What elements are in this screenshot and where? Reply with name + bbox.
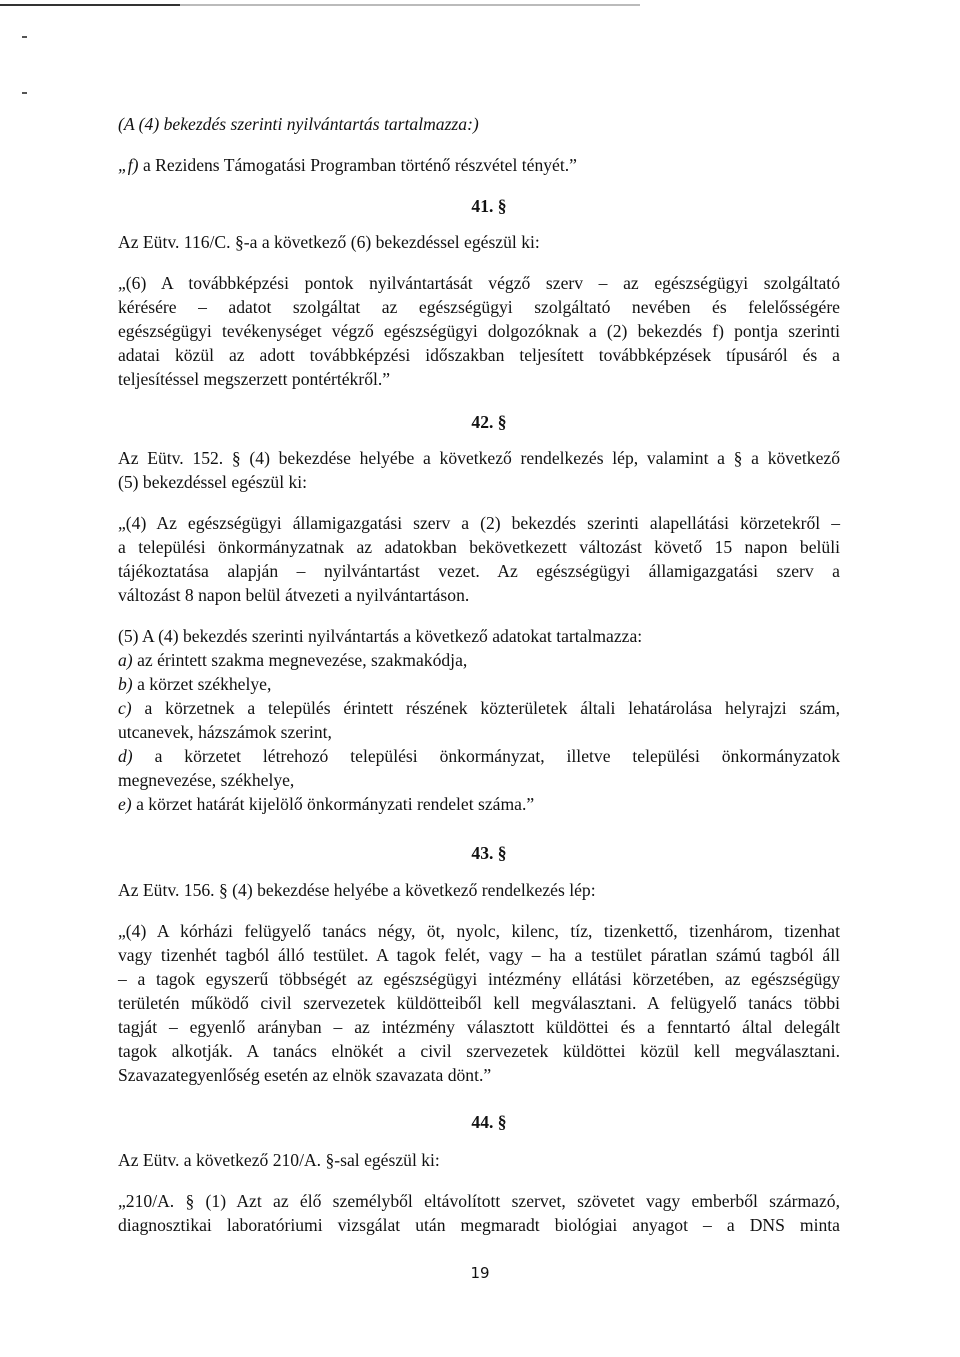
page-number: 19: [470, 1264, 490, 1282]
item-label: b): [118, 674, 133, 694]
f-point: [118, 153, 840, 177]
item-label: a): [118, 650, 133, 670]
document-page: [118, 112, 840, 1237]
text-line: „(6) A továbbképzési pontok nyilvántartását végző szerv – az egészségügyi szolgáltató: [118, 273, 840, 293]
text-line: (5) bekezdéssel egészül ki:: [118, 472, 308, 492]
section-44-title: 44. §: [471, 1112, 507, 1132]
list-item: [118, 744, 840, 768]
text-line: területén működő civil szervezetek küldötteiből kell megválasztani. A felügyelő tanács többi: [118, 993, 840, 1013]
list-item: [118, 672, 840, 696]
text-line: Az Eütv. 152. § (4) bekezdése helyébe a következő rendelkezés lép, valamint a § a következő: [118, 448, 840, 468]
list-item-continuation: utcanevek, házszámok szerint,: [118, 722, 332, 742]
scan-edge-line: [0, 4, 640, 6]
item-text: a körzetet létrehozó települési önkormányzat, illetve települési önkormányzatok: [154, 746, 840, 766]
text-line: változást 8 napon belül átvezeti a nyilvántartáson.: [118, 585, 470, 605]
text-line: – a tagok egyszerű többségét az egészségügyi intézmény ellátási körzetében, az egészségügy: [118, 969, 840, 989]
section-43-text: [118, 919, 840, 1087]
text-line: adatai közül az adott továbbképzési időszakban teljesített továbbképzések típusáról és a: [118, 345, 840, 365]
section-43-title: 43. §: [471, 843, 507, 863]
item-label: e): [118, 794, 132, 814]
item-label: d): [118, 746, 133, 766]
scan-speck: [22, 92, 27, 94]
section-41-lead: Az Eütv. 116/C. §-a a következő (6) bekezdéssel egészül ki:: [118, 232, 540, 252]
list-item: [118, 696, 840, 720]
item-text: az érintett szakma megnevezése, szakmakódja,: [137, 650, 468, 670]
section-41-text: [118, 271, 840, 391]
section-44-lead: Az Eütv. a következő 210/A. §-sal egészül ki:: [118, 1150, 440, 1170]
list-item: [118, 792, 840, 816]
text-line: „210/A. § (1) Azt az élő személyből eltávolított szervet, szövetet vagy emberből származó,: [118, 1191, 840, 1211]
text-line: teljesítéssel megszerzett pontértékről.”: [118, 369, 391, 389]
text-line: tagok alkotják. A tanács elnökét a civil szervezetek küldöttei közül kell megválasztani.: [118, 1041, 840, 1061]
list-item: [118, 648, 840, 672]
text-line: „(4) Az egészségügyi államigazgatási szerv a (2) bekezdés szerinti alapellátási körzetekről –: [118, 513, 840, 533]
list-item-continuation: megnevezése, székhelye,: [118, 770, 295, 790]
section-42-paragraph-5: [118, 624, 840, 816]
text-line: egészségügyi tevékenységet végző egészségügyi dolgozóknak a (2) bekezdés f) pontja szerinti: [118, 321, 840, 341]
f-label: „f): [118, 155, 139, 175]
section-42-paragraph-4: [118, 511, 840, 607]
text-line: diagnosztikai laboratóriumi vizsgálat után megmaradt biológiai anyagot – a DNS minta: [118, 1215, 840, 1235]
text-line: tagját – egyenlő arányban – az intézmény választott küldöttei és a fenntartó által delegált: [118, 1017, 840, 1037]
item-text: a körzetnek a település érintett részének közterületek általi lehatárolása helyrajzi szám,: [144, 698, 840, 718]
text-line: Szavazategyenlőség esetén az elnök szavazata dönt.”: [118, 1065, 492, 1085]
text-line: „(4) A kórházi felügyelő tanács négy, öt, nyolc, kilenc, tíz, tizenkettő, tizenhárom, tizenhat: [118, 921, 840, 941]
intro-line: (A (4) bekezdés szerinti nyilvántartás tartalmazza:): [118, 114, 479, 134]
section-43-lead: Az Eütv. 156. § (4) bekezdése helyébe a következő rendelkezés lép:: [118, 880, 596, 900]
section-42-title: 42. §: [471, 412, 507, 432]
section-42-lead: [118, 446, 840, 494]
scan-speck: [22, 36, 27, 38]
text-line: tájékoztatása alapján – nyilvántartást vezet. Az egészségügyi államigazgatási szerv a: [118, 561, 840, 581]
f-text: a Rezidens Támogatási Programban történő részvétel tényét.”: [142, 155, 577, 175]
text-line: kérésére – adatot szolgáltat az egészségügyi szolgáltató nevében és felelősségére: [118, 297, 840, 317]
item-text: a körzet határát kijelölő önkormányzati rendelet száma.”: [136, 794, 535, 814]
paragraph-5-intro: (5) A (4) bekezdés szerinti nyilvántartás a következő adatokat tartalmazza:: [118, 626, 643, 646]
item-text: a körzet székhelye,: [137, 674, 272, 694]
section-41-title: 41. §: [471, 196, 507, 216]
section-44-text: [118, 1189, 840, 1237]
text-line: a települési önkormányzatnak az adatokban bekövetkezett változást követő 15 napon belüli: [118, 537, 840, 557]
item-label: c): [118, 698, 132, 718]
text-line: vagy tizenhét tagból álló testület. A tagok felét, vagy – ha a testület páratlan számú tagból áll: [118, 945, 840, 965]
